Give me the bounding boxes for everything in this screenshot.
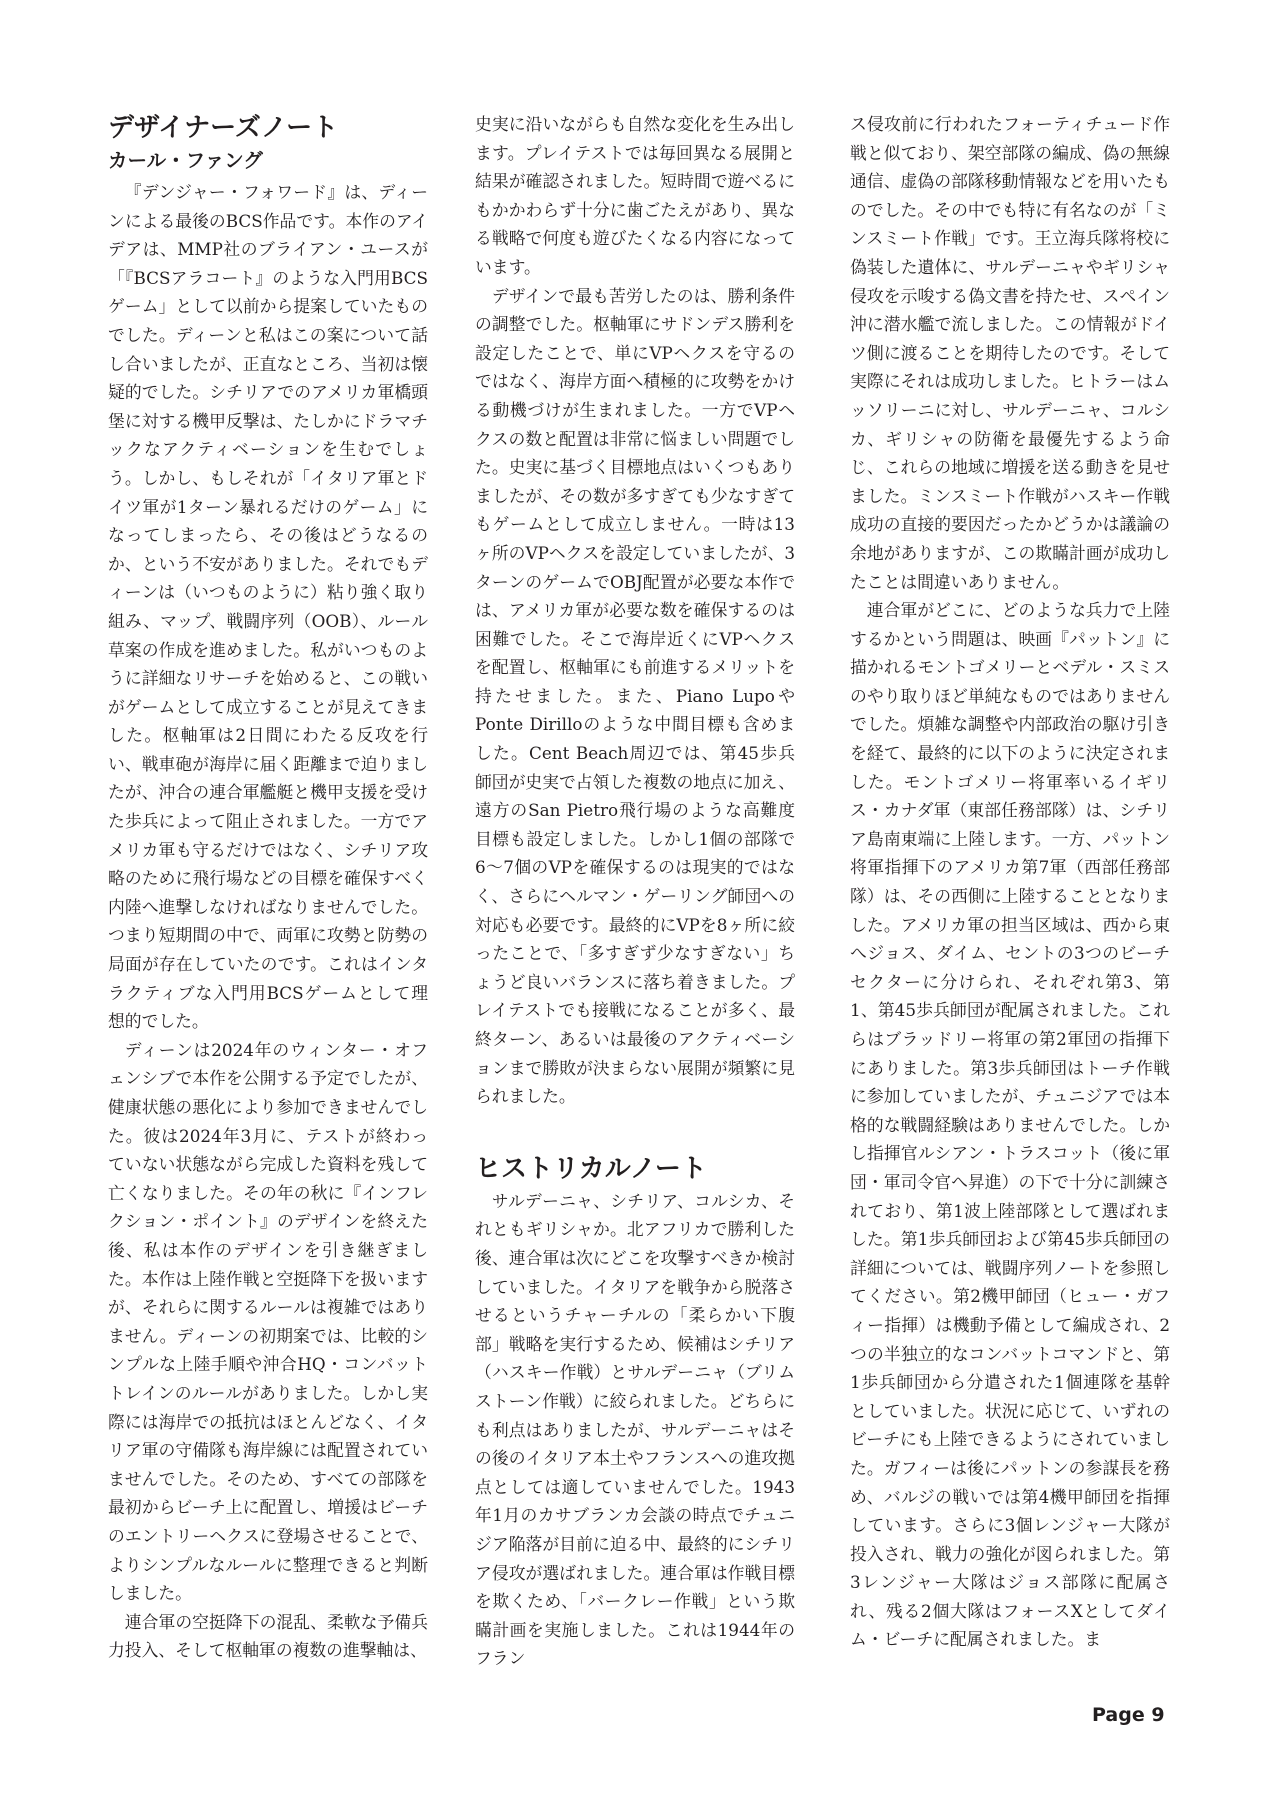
page-number: Page 9	[1092, 1704, 1165, 1726]
paragraph: ディーンは2024年のウィンター・オフェンシブで本作を公開する予定でしたが、健康状態の悪化により参加できませんでした。彼は2024年3月に、テストが終わっていない状態ながら完成した資料を残して亡くなりました。その年の秋に『インフレクション・ポイント』のデザインを終えた後、私は本作のデザインを引き継ぎました。本作は上陸作戦と空挺降下を扱いますが、それらに関するルールは複雑ではありません。ディーンの初期案では、比較的シンプルな上陸手順や沖合HQ・コンバットトレインのルールがありました。しかし実際には海岸での抵抗はほとんどなく、イタリア軍の守備隊も海岸線には配置されていませんでした。そのため、すべての部隊を最初からビーチ上に配置し、増援はビーチのエントリーヘクスに登場させることで、よりシンプルなルールに整理できると判断しました。	[108, 1039, 428, 1604]
paragraph: 連合軍がどこに、どのような兵力で上陸するかという問題は、映画『パットン』に描かれるモントゴメリーとベデル・スミスのやり取りほど単純なものではありませんでした。煩雑な調整や内部政治の駆け引きを経て、最終的に以下のように決定されました。モントゴメリー将軍率いるイギリス・カナダ軍（東部任務部隊）は、シチリア島南東端に上陸します。一方、パットン将軍指揮下のアメリカ第7軍（西部任務部隊）は、その西側に上陸することとなりました。アメリカ軍の担当区域は、西から東へジョス、ダイム、セントの3つのビーチセクターに分けられ、それぞれ第3、第1、第45歩兵師団が配属されました。これらはブラッドリー将軍の第2軍団の指揮下にありました。第3歩兵師団はトーチ作戦に参加していましたが、チュニジアでは本格的な戦闘経験はありませんでした。しかし指揮官ルシアン・トラスコット（後に軍団・軍司令官へ昇進）の下で十分に訓練されており、第1波上陸部隊として選ばれました。第1歩兵師団および第45歩兵師団の詳細については、戦闘序列ノートを参照してください。第2機甲師団（ヒュー・ガフィー指揮）は機動予備として編成され、2つの半独立的なコンバットコマンドと、第1歩兵師団から分遣された1個連隊を基幹としていました。状況に応じて、いずれのビーチにも上陸できるようにされていました。ガフィーは後にパットンの参謀長を務め、バルジの戦いでは第4機甲師団を指揮しています。さらに3個レンジャー大隊が投入され、戦力の強化が図られました。第3レンジャー大隊はジョス部隊に配属され、残る2個大隊はフォースXとしてダイム・ビーチに配属されました。ま	[850, 600, 1170, 1650]
designer-notes-title: デザイナーズノート	[108, 113, 339, 143]
author-name: カール・ファング	[108, 149, 263, 172]
paragraph: デザインで最も苦労したのは、勝利条件の調整でした。枢軸軍にサドンデス勝利を設定したことで、単にVPヘクスを守るのではなく、海岸方面へ積極的に攻勢をかける動機づけが生まれました。一方でVPヘクスの数と配置は非常に悩ましい問題でした。史実に基づく目標地点はいくつもありましたが、その数が多すぎても少なすぎてもゲームとして成立しません。一時は13ヶ所のVPヘクスを設定していましたが、3ターンのゲームでOBJ配置が必要な本作では、アメリカ軍が必要な数を確保するのは困難でした。そこで海岸近くにVPヘクスを配置し、枢軸軍にも前進するメリットを持たせました。また、Piano LupoやPonte Dirilloのような中間目標も含めました。Cent Beach周辺では、第45歩兵師団が史実で占領した複数の地点に加え、遠方のSan Pietro飛行場のような高難度目標も設定しました。しかし1個の部隊で6～7個のVPを確保するのは現実的ではなく、さらにヘルマン・ゲーリング師団への対応も必要です。最終的にVPを8ヶ所に絞ったことで、「多すぎず少なすぎない」ちょうど良いバランスに落ち着きました。プレイテストでも接戦になることが多く、最終ターン、あるいは最後のアクティベーションまで勝敗が決まらない展開が頻繁に見られました。	[475, 285, 795, 1107]
column-2	[475, 110, 795, 1673]
paragraph-continuation: 史実に沿いながらも自然な変化を生み出します。プレイテストでは毎回異なる展開と結果が確認されました。短時間で遊べるにもかかわらず十分に歯ごたえがあり、異なる戦略で何度も遊びたくなる内容になっています。	[475, 114, 795, 277]
column-1	[108, 110, 428, 1665]
paragraph-continuation: ス侵攻前に行われたフォーティチュード作戦と似ており、架空部隊の編成、偽の無線通信、虚偽の部隊移動情報などを用いたものでした。その中でも特に有名なのが「ミンスミート作戦」です。王立海兵隊将校に偽装した遺体に、サルデーニャやギリシャ侵攻を示唆する偽文書を持たせ、スペイン沖に潜水艦で流しました。この情報がドイツ側に渡ることを期待したのです。そして実際にそれは成功しました。ヒトラーはムッソリーニに対し、サルデーニャ、コルシカ、ギリシャの防衛を最優先するよう命じ、これらの地域に増援を送る動きを見せました。ミンスミート作戦がハスキー作戦成功の直接的要因だったかどうかは議論の余地がありますが、この欺瞞計画が成功したことは間違いありません。	[850, 114, 1170, 592]
paragraph: サルデーニャ、シチリア、コルシカ、それともギリシャか。北アフリカで勝利した後、連合軍は次にどこを攻撃すべきか検討していました。イタリアを戦争から脱落させるというチャーチルの「柔らかい下腹部」戦略を実行するため、候補はシチリア（ハスキー作戦）とサルデーニャ（ブリムストーン作戦）に絞られました。どちらにも利点はありましたが、サルデーニャはその後のイタリア本土やフランスへの進攻拠点としては適していませんでした。1943年1月のカサブランカ会談の時点でチュニジア陥落が目前に迫る中、最終的にシチリア侵攻が選ばれました。連合軍は作戦目標を欺くため、「バークレー作戦」という欺瞞計画を実施しました。これは1944年のフラン	[475, 1190, 795, 1669]
paragraph: 『デンジャー・フォワード』は、ディーンによる最後のBCS作品です。本作のアイデアは、MMP社のブライアン・ユースが「『BCSアラコート』のような入門用BCSゲーム」として以前から提案していたものでした。ディーンと私はこの案について話し合いましたが、正直なところ、当初は懐疑的でした。シチリアでのアメリカ軍橋頭堡に対する機甲反撃は、たしかにドラマチックなアクティベーションを生むでしょう。しかし、もしそれが「イタリア軍とドイツ軍が1ターン暴れるだけのゲーム」になってしまったら、その後はどうなるのか、という不安がありました。それでもディーンは（いつものように）粘り強く取り組み、マップ、戦闘序列（OOB）、ルール草案の作成を進めました。私がいつものように詳細なリサーチを始めると、この戦いがゲームとして成立することが見えてきました。枢軸軍は2日間にわたる反攻を行い、戦車砲が海岸に届く距離まで迫りましたが、沖合の連合軍艦艇と機甲支援を受けた歩兵によって阻止されました。一方でアメリカ軍も守るだけではなく、シチリア攻略のために飛行場などの目標を確保すべく内陸へ進撃しなければなりませんでした。つまり短期間の中で、両軍に攻勢と防勢の局面が存在していたのです。これはインタラクティブな入門用BCSゲームとして理想的でした。	[108, 182, 428, 1032]
column-3	[850, 110, 1170, 1654]
paragraph: 連合軍の空挺降下の混乱、柔軟な予備兵力投入、そして枢軸軍の複数の進撃軸は、	[108, 1611, 428, 1661]
historical-notes-title: ヒストリカルノート	[475, 1153, 707, 1184]
